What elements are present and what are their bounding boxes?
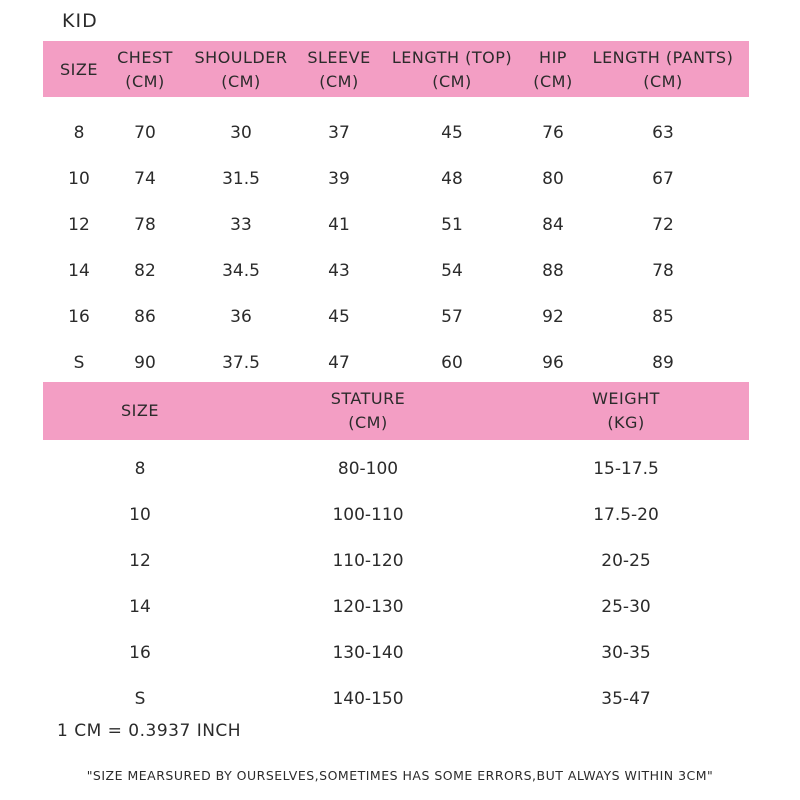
table-cell: 41 (328, 215, 350, 235)
table-cell: 20-25 (601, 551, 651, 571)
table-cell: 30 (230, 123, 252, 143)
table-cell: 78 (652, 261, 674, 281)
column-header-label: WEIGHT (592, 389, 660, 408)
table-cell: 74 (134, 169, 156, 189)
table-row (0, 120, 800, 150)
table-cell: 33 (230, 215, 252, 235)
table-cell: 110-120 (332, 551, 404, 571)
table-cell: 67 (652, 169, 674, 189)
table-cell: 45 (328, 307, 350, 327)
table-cell: 78 (134, 215, 156, 235)
table-cell: 63 (652, 123, 674, 143)
table-cell: 76 (542, 123, 564, 143)
column-header-label: SIZE (60, 60, 98, 79)
table-cell: 12 (129, 551, 151, 571)
table-cell: 37 (328, 123, 350, 143)
table-cell: 90 (134, 353, 156, 373)
table-cell: 82 (134, 261, 156, 281)
table-cell: 85 (652, 307, 674, 327)
unit-conversion-note: 1 CM = 0.3937 INCH (57, 721, 242, 741)
table-cell: 10 (129, 505, 151, 525)
column-header-unit: (CM) (643, 72, 683, 91)
table-cell: 130-140 (332, 643, 404, 663)
column-header-label: LENGTH (TOP) (391, 48, 513, 67)
column-header-unit: (CM) (319, 72, 359, 91)
table-cell: 8 (73, 123, 85, 143)
table-cell: 70 (134, 123, 156, 143)
table-cell: 17.5-20 (593, 505, 659, 525)
column-header-label: SLEEVE (307, 48, 371, 67)
table-cell: 30-35 (601, 643, 651, 663)
column-header (50, 399, 230, 423)
table-cell: 47 (328, 353, 350, 373)
table-cell: 48 (441, 169, 463, 189)
column-header-unit: (CM) (125, 72, 165, 91)
table-cell: 25-30 (601, 597, 651, 617)
table-cell: 43 (328, 261, 350, 281)
page-title: KID (62, 10, 98, 32)
table-row (0, 594, 800, 624)
table-row (0, 686, 800, 716)
table-cell: 35-47 (601, 689, 651, 709)
column-header (536, 387, 716, 435)
table-row (0, 258, 800, 288)
table-cell: 92 (542, 307, 564, 327)
table-cell: 10 (68, 169, 90, 189)
table-cell: 57 (441, 307, 463, 327)
table-row (0, 350, 800, 380)
table-row (0, 548, 800, 578)
table-cell: 8 (134, 459, 146, 479)
table-cell: 14 (68, 261, 90, 281)
table-cell: 31.5 (222, 169, 260, 189)
table-row (0, 502, 800, 532)
table-cell: 84 (542, 215, 564, 235)
table-row (0, 166, 800, 196)
column-header-unit: (CM) (533, 72, 573, 91)
column-header-label: STATURE (330, 389, 406, 408)
table-cell: 80 (542, 169, 564, 189)
table-row (0, 304, 800, 334)
column-header-unit: (CM) (348, 413, 388, 432)
table-cell: 96 (542, 353, 564, 373)
table-cell: 60 (441, 353, 463, 373)
table-cell: 120-130 (332, 597, 404, 617)
table-row (0, 212, 800, 242)
column-header-unit: (CM) (432, 72, 472, 91)
table-cell: 140-150 (332, 689, 404, 709)
table-cell: 14 (129, 597, 151, 617)
column-header-unit: (CM) (221, 72, 261, 91)
table-cell: 15-17.5 (593, 459, 659, 479)
table-cell: 72 (652, 215, 674, 235)
column-header (573, 46, 753, 94)
column-header-label: CHEST (117, 48, 173, 67)
table-cell: S (73, 353, 85, 373)
table-cell: 36 (230, 307, 252, 327)
table-cell: 54 (441, 261, 463, 281)
table-cell: 45 (441, 123, 463, 143)
table-row (0, 640, 800, 670)
table-cell: 16 (129, 643, 151, 663)
table-row (0, 456, 800, 486)
table-cell: 34.5 (222, 261, 260, 281)
table-cell: 88 (542, 261, 564, 281)
column-header-label: HIP (539, 48, 567, 67)
table-cell: 37.5 (222, 353, 260, 373)
table-cell: 100-110 (332, 505, 404, 525)
measurement-disclaimer: "SIZE MEARSURED BY OURSELVES,SOMETIMES HAS SOME ERRORS,BUT ALWAYS WITHIN 3CM" (86, 768, 714, 783)
table-cell: S (134, 689, 146, 709)
column-header-unit: (KG) (607, 413, 645, 432)
table-cell: 80-100 (337, 459, 399, 479)
column-header-label: SIZE (121, 401, 159, 420)
table-cell: 89 (652, 353, 674, 373)
table-cell: 12 (68, 215, 90, 235)
table-cell: 86 (134, 307, 156, 327)
table-cell: 39 (328, 169, 350, 189)
column-header-label: LENGTH (PANTS) (592, 48, 734, 67)
column-header-label: SHOULDER (194, 48, 288, 67)
table-cell: 51 (441, 215, 463, 235)
column-header (278, 387, 458, 435)
table-cell: 16 (68, 307, 90, 327)
